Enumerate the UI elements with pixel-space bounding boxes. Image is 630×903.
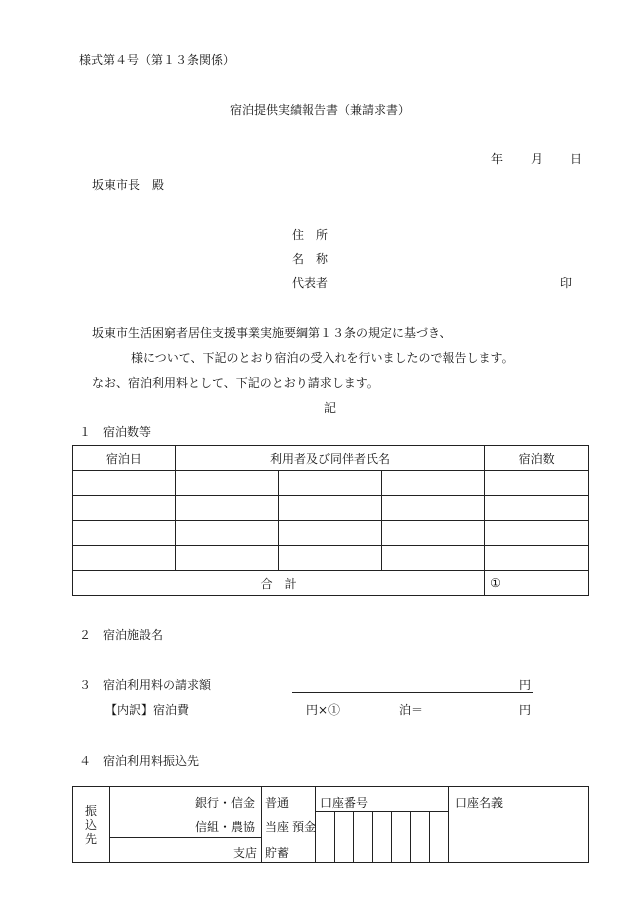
account-number-label: 口座番号 (320, 796, 369, 810)
header-names: 利用者及び同伴者氏名 (175, 446, 484, 471)
body-line-1: 坂東市生活困窮者居住支援事業実施要綱第１３条の規定に基づき、 (92, 326, 452, 340)
cooperative-label: 信組・農協 (195, 820, 256, 834)
section4-heading: ４ 宿泊利用料振込先 (79, 754, 200, 768)
type-touza[interactable]: 当座 (265, 820, 290, 834)
header-date: 宿泊日 (73, 446, 176, 471)
bank-label: 銀行・信金 (195, 796, 256, 810)
breakdown-nights: 泊＝ (399, 703, 424, 717)
total-mark: ① (485, 571, 589, 596)
amount-yen: 円 (519, 678, 532, 692)
breakdown-formula: 円×① (306, 703, 341, 717)
branch-label: 支店 (233, 846, 258, 860)
header-nights: 宿泊数 (485, 446, 589, 471)
date-month: 月 (531, 152, 544, 166)
section2-heading: ２ 宿泊施設名 (79, 628, 164, 642)
type-yokin: 預金 (292, 820, 317, 834)
furikomi-char-1: 振 (85, 804, 98, 818)
furikomi-char-3: 先 (85, 832, 98, 846)
section1-heading: １ 宿泊数等 (79, 425, 152, 439)
seal-mark: 印 (560, 276, 573, 290)
breakdown-label: 【内訳】宿泊費 (105, 703, 190, 717)
total-label: 合 計 (73, 571, 485, 596)
account-name-label: 口座名義 (455, 796, 504, 810)
name-label: 名 称 (292, 252, 329, 266)
document-title: 宿泊提供実績報告書（兼請求書） (230, 103, 411, 117)
ki-mark: 記 (324, 401, 337, 415)
address-label: 住 所 (292, 228, 329, 242)
breakdown-yen: 円 (519, 703, 532, 717)
date-year: 年 (491, 152, 504, 166)
date-day: 日 (570, 152, 583, 166)
representative-label: 代表者 (292, 276, 329, 290)
type-chochiku[interactable]: 貯蓄 (265, 846, 290, 860)
type-futsu[interactable]: 普通 (265, 796, 290, 810)
form-number: 様式第４号（第１３条関係） (79, 53, 236, 67)
furikomi-char-2: 込 (85, 818, 98, 832)
body-line-2: 様について、下記のとおり宿泊の受入れを行いましたので報告します。 (131, 351, 514, 365)
section3-heading: ３ 宿泊利用料の請求額 (79, 678, 212, 692)
addressee: 坂東市長 殿 (92, 178, 165, 192)
body-line-3: なお、宿泊利用料として、下記のとおり請求します。 (92, 376, 379, 390)
